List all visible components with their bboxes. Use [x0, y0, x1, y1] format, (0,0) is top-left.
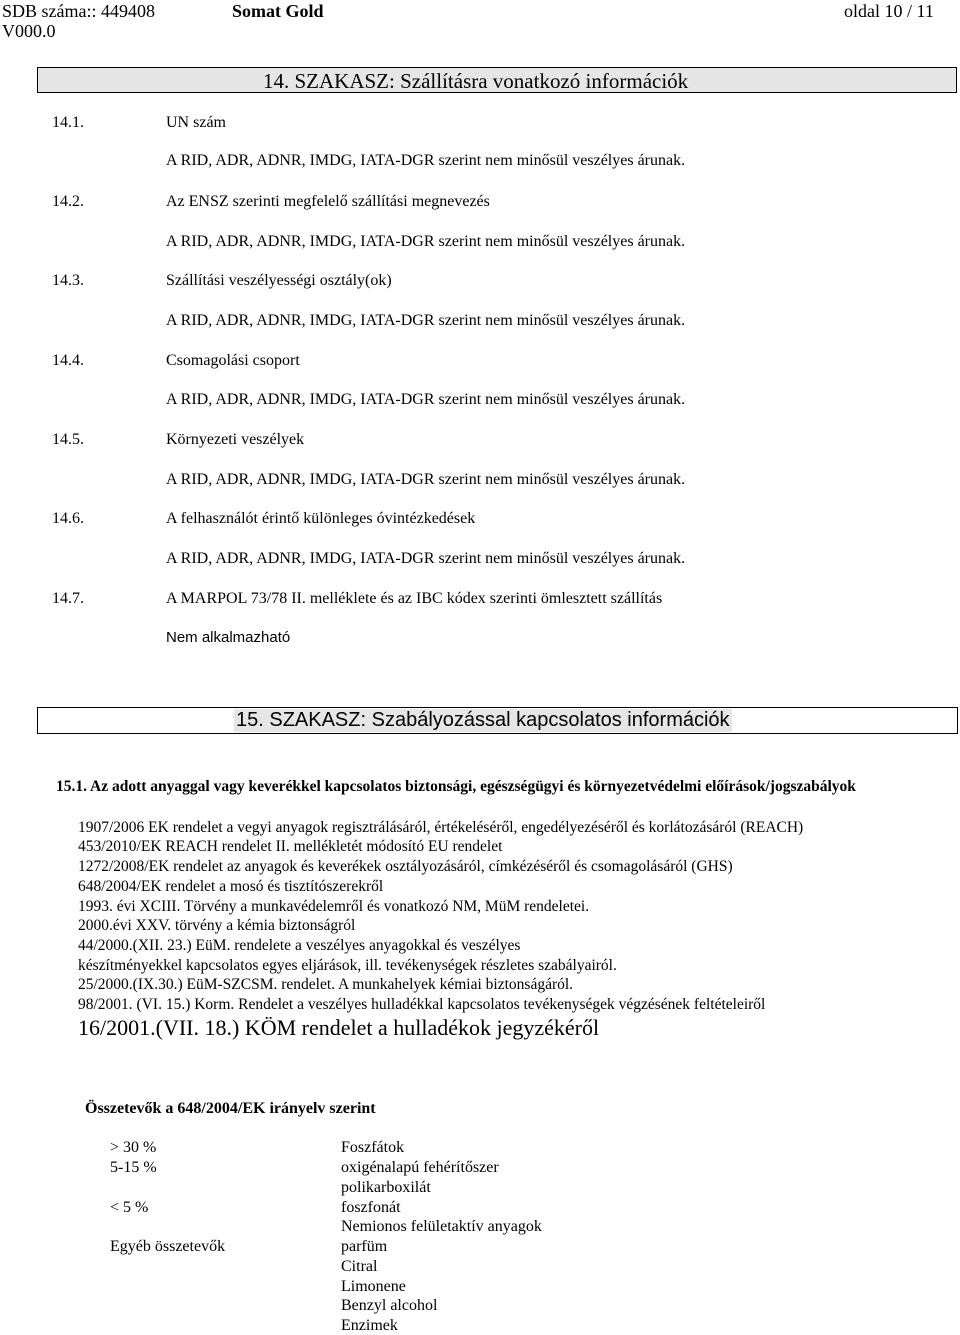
sdb-number: SDB száma:: 449408	[2, 1, 155, 21]
components-heading: Összetevők a 648/2004/EK irányelv szerint	[85, 1100, 376, 1117]
item-text: A RID, ADR, ADNR, IMDG, IATA-DGR szerint nem minősül veszélyes árunak.	[166, 152, 686, 169]
component-name: Citral	[341, 1258, 378, 1275]
component-name: Benzyl alcohol	[341, 1297, 438, 1314]
component-range: > 30 %	[110, 1139, 157, 1156]
item-text: A RID, ADR, ADNR, IMDG, IATA-DGR szerint nem minősül veszélyes árunak.	[166, 550, 686, 567]
component-range: 5-15 %	[110, 1159, 157, 1176]
item-label: A MARPOL 73/78 II. melléklete és az IBC kódex szerinti ömlesztett szállítás	[166, 590, 663, 607]
component-name: parfüm	[341, 1238, 388, 1255]
regulation-line: 44/2000.(XII. 23.) EüM. rendelete a veszélyes anyagokkal és veszélyes	[78, 937, 521, 954]
item-text: A RID, ADR, ADNR, IMDG, IATA-DGR szerint nem minősül veszélyes árunak.	[166, 471, 686, 488]
page-number: oldal 10 / 11	[844, 1, 934, 21]
section-15-banner	[37, 707, 958, 734]
item-number: 14.7.	[52, 590, 84, 607]
section-15-1-heading: 15.1. Az adott anyaggal vagy keverékkel kapcsolatos biztonsági, egészségügyi és környezetvédelmi előírások/jogszabályok	[56, 778, 856, 795]
item-number: 14.2.	[52, 193, 84, 210]
item-label: A felhasználót érintő különleges óvintézkedések	[166, 510, 476, 527]
version: V000.0	[2, 21, 56, 41]
section-15-title: 15. SZAKASZ: Szabályozással kapcsolatos információk	[236, 709, 730, 731]
regulation-line: 648/2004/EK rendelet a mosó és tisztítószerekről	[78, 878, 384, 895]
component-range: < 5 %	[110, 1199, 149, 1216]
item-number: 14.4.	[52, 352, 84, 369]
regulation-line: 2000.évi XXV. törvény a kémia biztonságról	[78, 917, 356, 934]
section-14-banner	[37, 67, 957, 93]
component-name: oxigénalapú fehérítőszer	[341, 1159, 499, 1176]
regulation-line: 1272/2008/EK rendelet az anyagok és keverékek osztályozásáról, címkézéséről és csomagolásáról (GHS)	[78, 858, 733, 875]
component-name: Foszfátok	[341, 1139, 405, 1156]
component-range: Egyéb összetevők	[110, 1238, 226, 1255]
regulation-line-large: 16/2001.(VII. 18.) KÖM rendelet a hulladékok jegyzékéről	[78, 1015, 600, 1040]
regulation-line: 453/2010/EK REACH rendelet II. mellékletét módosító EU rendelet	[78, 838, 503, 855]
regulation-line: 1907/2006 EK rendelet a vegyi anyagok regisztrálásáról, értékeléséről, engedélyezéséről és korlátozásáról (REACH)	[78, 819, 804, 836]
component-name: Limonene	[341, 1278, 406, 1295]
item-number: 14.3.	[52, 272, 84, 289]
item-text: A RID, ADR, ADNR, IMDG, IATA-DGR szerint nem minősül veszélyes árunak.	[166, 233, 686, 250]
item-number: 14.6.	[52, 510, 84, 527]
item-label: Az ENSZ szerinti megfelelő szállítási megnevezés	[166, 193, 490, 210]
component-name: Enzimek	[341, 1317, 398, 1334]
item-number: 14.1.	[52, 114, 84, 131]
section-14-title: 14. SZAKASZ: Szállításra vonatkozó információk	[263, 69, 689, 93]
item-number: 14.5.	[52, 431, 84, 448]
item-text: A RID, ADR, ADNR, IMDG, IATA-DGR szerint nem minősül veszélyes árunak.	[166, 391, 686, 408]
item-text: Nem alkalmazható	[166, 629, 291, 646]
component-name: foszfonát	[341, 1199, 401, 1216]
item-label: Csomagolási csoport	[166, 352, 300, 369]
item-label: UN szám	[166, 114, 226, 131]
regulation-line: 25/2000.(IX.30.) EüM-SZCSM. rendelet. A munkahelyek kémiai biztonságáról.	[78, 976, 574, 993]
regulation-line: készítményekkel kapcsolatos egyes eljárások, ill. tevékenységek részletes szabályairól.	[78, 957, 617, 974]
item-label: Szállítási veszélyességi osztály(ok)	[166, 272, 392, 289]
component-name: Nemionos felületaktív anyagok	[341, 1218, 542, 1235]
item-text: A RID, ADR, ADNR, IMDG, IATA-DGR szerint nem minősül veszélyes árunak.	[166, 312, 686, 329]
item-label: Környezeti veszélyek	[166, 431, 305, 448]
component-name: polikarboxilát	[341, 1179, 431, 1196]
regulation-line: 1993. évi XCIII. Törvény a munkavédelemről és vonatkozó NM, MüM rendeletei.	[78, 898, 590, 915]
regulation-line: 98/2001. (VI. 15.) Korm. Rendelet a veszélyes hulladékkal kapcsolatos tevékenységek végzésének feltételeiről	[78, 996, 766, 1013]
product-name: Somat Gold	[232, 1, 324, 21]
